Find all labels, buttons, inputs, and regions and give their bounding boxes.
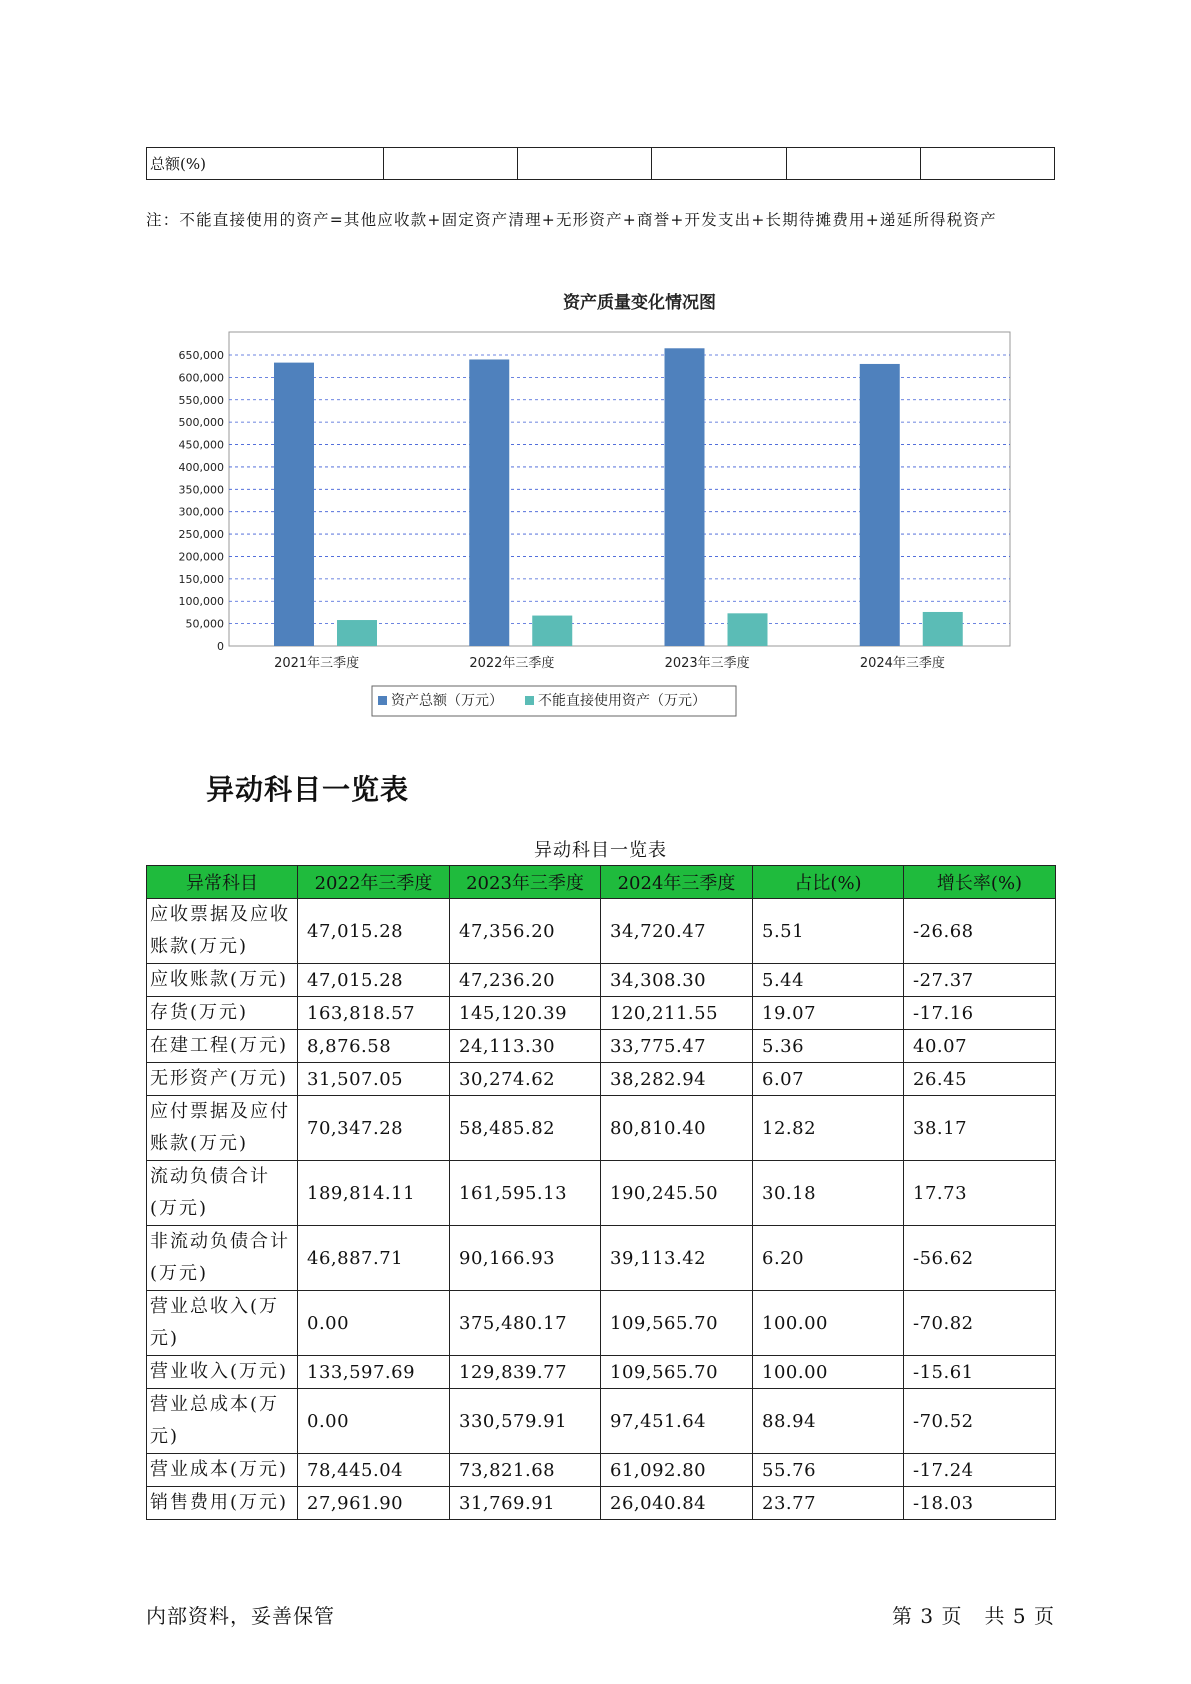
footer-page-number: 第 3 页 共 5 页 [892, 1604, 1055, 1628]
bar-unusable-assets [337, 620, 377, 646]
value-share: 5.51 [753, 899, 904, 964]
value-2022: 0.00 [298, 1291, 450, 1356]
row-name: 营业总收入(万元) [147, 1291, 298, 1356]
value-2024: 39,113.42 [601, 1226, 753, 1291]
y-tick-label: 350,000 [178, 483, 224, 497]
row-name: 存货(万元) [147, 997, 298, 1030]
table-row [147, 899, 1056, 964]
value-2023: 73,821.68 [450, 1454, 601, 1487]
previous-table-fragment [146, 147, 1055, 180]
value-2023: 30,274.62 [450, 1063, 601, 1096]
y-tick-label: 50,000 [185, 617, 224, 631]
table-row [147, 1356, 1056, 1389]
value-2023: 47,236.20 [450, 964, 601, 997]
header-2023: 2023年三季度 [450, 866, 601, 899]
value-2023: 47,356.20 [450, 899, 601, 964]
bar-unusable-assets [923, 612, 963, 646]
table-row [147, 1063, 1056, 1096]
table-row [147, 1096, 1056, 1161]
y-tick-label: 300,000 [178, 505, 224, 519]
value-2023: 330,579.91 [450, 1389, 601, 1454]
row-name: 无形资产(万元) [147, 1063, 298, 1096]
y-tick-label: 100,000 [178, 595, 224, 609]
header-share: 占比(%) [753, 866, 904, 899]
section-title: 异动科目一览表 [206, 773, 410, 806]
x-tick-label: 2024年三季度 [859, 656, 945, 671]
value-2022: 0.00 [298, 1389, 450, 1454]
value-growth: 26.45 [904, 1063, 1056, 1096]
y-tick-label: 150,000 [178, 572, 224, 586]
chart-title: 资产质量变化情况图 [563, 293, 716, 313]
table-row [147, 997, 1056, 1030]
table-row [147, 964, 1056, 997]
value-2023: 145,120.39 [450, 997, 601, 1030]
legend-swatch-unusable-assets [525, 696, 534, 705]
row-name: 营业成本(万元) [147, 1454, 298, 1487]
table-cell [652, 148, 786, 180]
value-2022: 78,445.04 [298, 1454, 450, 1487]
row-name: 在建工程(万元) [147, 1030, 298, 1063]
row-name: 流动负债合计(万元) [147, 1161, 298, 1226]
value-2022: 163,818.57 [298, 997, 450, 1030]
value-growth: 17.73 [904, 1161, 1056, 1226]
header-2022: 2022年三季度 [298, 866, 450, 899]
row-name: 营业总成本(万元) [147, 1389, 298, 1454]
value-share: 12.82 [753, 1096, 904, 1161]
value-growth: -18.03 [904, 1487, 1056, 1520]
header-growth: 增长率(%) [904, 866, 1056, 899]
value-growth: 38.17 [904, 1096, 1056, 1161]
value-2022: 47,015.28 [298, 964, 450, 997]
legend-label-total-assets: 资产总额（万元） [391, 693, 503, 709]
value-2022: 46,887.71 [298, 1226, 450, 1291]
x-tick-label: 2022年三季度 [469, 656, 555, 671]
table-row [147, 1161, 1056, 1226]
value-2023: 90,166.93 [450, 1226, 601, 1291]
value-share: 100.00 [753, 1356, 904, 1389]
value-share: 30.18 [753, 1161, 904, 1226]
x-tick-label: 2021年三季度 [274, 656, 360, 671]
row-name: 应收票据及应收账款(万元) [147, 899, 298, 964]
bar-total-assets [469, 359, 509, 646]
value-share: 23.77 [753, 1487, 904, 1520]
value-growth: -26.68 [904, 899, 1056, 964]
row-name: 非流动负债合计(万元) [147, 1226, 298, 1291]
x-tick-label: 2023年三季度 [664, 656, 750, 671]
legend-swatch-total-assets [378, 696, 387, 705]
value-2023: 161,595.13 [450, 1161, 601, 1226]
value-2024: 109,565.70 [601, 1356, 753, 1389]
table-row [147, 1389, 1056, 1454]
table-header-row [147, 866, 1056, 899]
table-row [147, 148, 1055, 180]
chart-svg [150, 285, 1050, 735]
value-growth: -70.82 [904, 1291, 1056, 1356]
value-growth: -17.16 [904, 997, 1056, 1030]
y-tick-label: 650,000 [178, 349, 224, 362]
row-name: 销售费用(万元) [147, 1487, 298, 1520]
value-2024: 80,810.40 [601, 1096, 753, 1161]
value-2024: 38,282.94 [601, 1063, 753, 1096]
table-cell [384, 148, 518, 180]
y-tick-label: 550,000 [178, 393, 224, 407]
value-share: 6.20 [753, 1226, 904, 1291]
row-name: 营业收入(万元) [147, 1356, 298, 1389]
row-name: 应付票据及应付账款(万元) [147, 1096, 298, 1161]
y-tick-label: 500,000 [178, 416, 224, 430]
value-2024: 34,308.30 [601, 964, 753, 997]
value-share: 88.94 [753, 1389, 904, 1454]
header-2024: 2024年三季度 [601, 866, 753, 899]
table-caption: 异动科目一览表 [534, 840, 667, 861]
value-2024: 97,451.64 [601, 1389, 753, 1454]
y-tick-label: 600,000 [178, 371, 224, 385]
value-growth: -27.37 [904, 964, 1056, 997]
value-2024: 109,565.70 [601, 1291, 753, 1356]
value-share: 5.36 [753, 1030, 904, 1063]
value-2023: 24,113.30 [450, 1030, 601, 1063]
value-2023: 31,769.91 [450, 1487, 601, 1520]
table-row [147, 1291, 1056, 1356]
y-tick-label: 250,000 [178, 528, 224, 542]
value-2022: 189,814.11 [298, 1161, 450, 1226]
anomaly-table [146, 865, 1056, 1520]
value-2022: 47,015.28 [298, 899, 450, 964]
note-text: 注：不能直接使用的资产=其他应收款+固定资产清理+无形资产+商誉+开发支出+长期待摊费用+递延所得税资产 [146, 211, 997, 229]
table-body [147, 899, 1056, 1520]
value-share: 5.44 [753, 964, 904, 997]
y-tick-label: 400,000 [178, 460, 224, 474]
value-growth: -15.61 [904, 1356, 1056, 1389]
value-growth: -17.24 [904, 1454, 1056, 1487]
value-2024: 190,245.50 [601, 1161, 753, 1226]
value-2024: 34,720.47 [601, 899, 753, 964]
table-row [147, 1030, 1056, 1063]
bar-unusable-assets [532, 616, 572, 646]
legend-label-unusable-assets: 不能直接使用资产（万元） [538, 693, 706, 709]
footer-confidential: 内部资料，妥善保管 [146, 1604, 335, 1628]
row-label: 总额(%) [147, 148, 384, 180]
value-2024: 120,211.55 [601, 997, 753, 1030]
value-2024: 61,092.80 [601, 1454, 753, 1487]
value-2022: 8,876.58 [298, 1030, 450, 1063]
value-share: 6.07 [753, 1063, 904, 1096]
row-name: 应收账款(万元) [147, 964, 298, 997]
value-2022: 70,347.28 [298, 1096, 450, 1161]
table-cell [518, 148, 652, 180]
value-2024: 33,775.47 [601, 1030, 753, 1063]
y-tick-label: 200,000 [178, 550, 224, 564]
bar-total-assets [665, 348, 705, 646]
bar-total-assets [860, 364, 900, 646]
table-row [147, 1226, 1056, 1291]
value-2023: 375,480.17 [450, 1291, 601, 1356]
value-share: 55.76 [753, 1454, 904, 1487]
value-2024: 26,040.84 [601, 1487, 753, 1520]
value-2023: 129,839.77 [450, 1356, 601, 1389]
bar-unusable-assets [728, 613, 768, 646]
table-row [147, 1487, 1056, 1520]
y-tick-label: 450,000 [178, 438, 224, 452]
table-row [147, 1454, 1056, 1487]
y-tick-label: 0 [217, 640, 224, 653]
value-2022: 31,507.05 [298, 1063, 450, 1096]
header-item: 异常科目 [147, 866, 298, 899]
value-growth: 40.07 [904, 1030, 1056, 1063]
bar-total-assets [274, 363, 314, 646]
table-cell [920, 148, 1054, 180]
table-cell [786, 148, 920, 180]
value-2023: 58,485.82 [450, 1096, 601, 1161]
asset-quality-chart [150, 285, 1050, 735]
value-growth: -56.62 [904, 1226, 1056, 1291]
value-share: 100.00 [753, 1291, 904, 1356]
value-share: 19.07 [753, 997, 904, 1030]
value-2022: 27,961.90 [298, 1487, 450, 1520]
value-2022: 133,597.69 [298, 1356, 450, 1389]
value-growth: -70.52 [904, 1389, 1056, 1454]
